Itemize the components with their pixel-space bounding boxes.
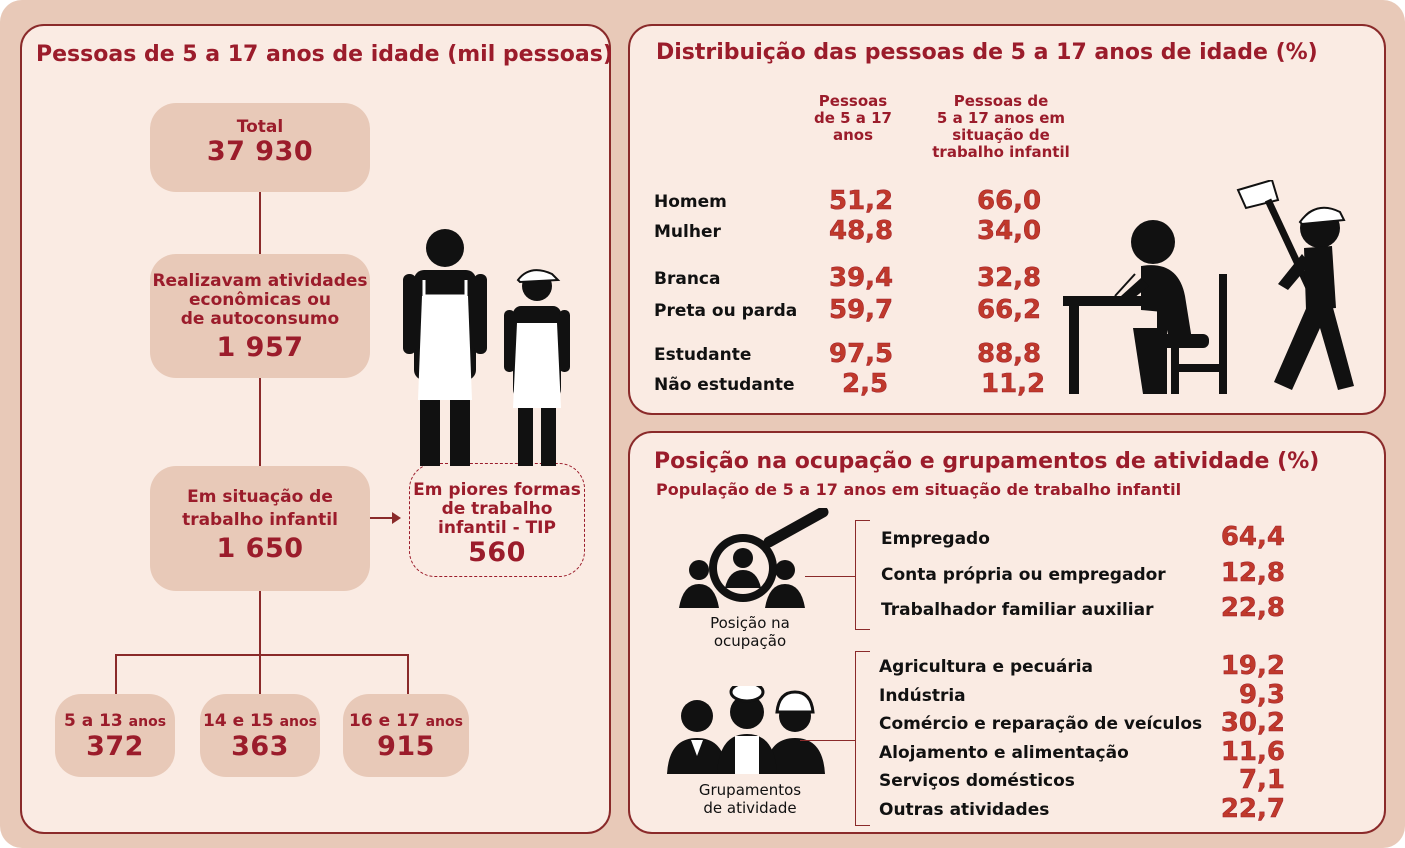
grupamento-label: Indústria [879, 686, 966, 706]
age-value: 372 [86, 731, 144, 762]
dist-value-col1: 97,5 [829, 339, 894, 369]
trabalho-infantil-box [150, 466, 370, 591]
posicao-label: Empregado [881, 529, 990, 549]
age-value: 363 [231, 731, 289, 762]
atividades-label: econômicas ou [189, 290, 331, 310]
caption-line: ocupação [713, 632, 787, 650]
dist-value-col1: 48,8 [829, 216, 894, 246]
grupamentos-caption [680, 781, 820, 817]
age-unit: anos [279, 714, 317, 730]
trabalho-label: trabalho infantil [182, 510, 338, 530]
age-label [200, 712, 320, 732]
col-header-line: situação de [952, 126, 1050, 144]
grupamento-value: 7,1 [1238, 765, 1285, 795]
connector [259, 654, 261, 694]
grupamento-value: 9,3 [1238, 680, 1285, 710]
bracket [855, 520, 870, 521]
total-box [150, 103, 370, 192]
posicao-value: 64,4 [1220, 522, 1285, 552]
distribution-title: Distribuição das pessoas de 5 a 17 anos de idade (%) [656, 40, 1318, 65]
dist-row-label: Branca [654, 269, 721, 289]
connector [259, 378, 261, 466]
age-box-16-17 [343, 694, 469, 777]
posicao-label: Conta própria ou empregador [881, 565, 1166, 585]
age-unit: anos [128, 714, 167, 730]
total-label: Total [236, 117, 284, 137]
workers-group-icon [663, 686, 833, 774]
col-header-line: 5 a 17 anos em [936, 109, 1066, 127]
dist-value-col2: 88,8 [977, 339, 1042, 369]
caption-line: Posição na [710, 614, 790, 632]
trabalho-value: 1 650 [216, 533, 304, 564]
posicao-value: 12,8 [1220, 558, 1285, 588]
age-box-5-13 [55, 694, 175, 777]
total-value: 37 930 [206, 136, 314, 167]
grupamento-label: Outras atividades [879, 800, 1050, 820]
trabalho-label: Em situação de [187, 487, 333, 507]
dist-value-col2: 66,2 [977, 295, 1042, 325]
grupamento-label: Agricultura e pecuária [879, 657, 1094, 677]
caption-line: Grupamentos [698, 781, 802, 799]
dist-value-col1: 51,2 [829, 186, 894, 216]
arrow-line [370, 517, 394, 519]
tip-label: infantil - TIP [438, 518, 556, 538]
grupamento-value: 19,2 [1220, 651, 1285, 681]
magnifier-person-icon [673, 508, 833, 610]
dist-value-col1: 2,5 [842, 369, 889, 399]
dist-value-col1: 39,4 [829, 263, 894, 293]
dist-value-col2: 34,0 [977, 216, 1042, 246]
bracket [855, 651, 856, 826]
atividades-label: Realizavam atividades [152, 271, 368, 291]
dist-row-label: Não estudante [654, 375, 795, 395]
grupamento-value: 30,2 [1220, 708, 1285, 738]
atividades-value: 1 957 [216, 332, 304, 363]
atividades-box [150, 254, 370, 378]
dist-value-col2: 66,0 [977, 186, 1042, 216]
left-panel-title: Pessoas de 5 a 17 anos de idade (mil pessoas) [36, 42, 613, 67]
age-range: 14 e 15 [203, 711, 274, 731]
col-header-line: Pessoas de [953, 92, 1049, 110]
tip-box [409, 463, 585, 577]
posicao-label: Trabalhador familiar auxiliar [881, 600, 1154, 620]
col-header-line: anos [832, 126, 874, 144]
col-header-trabalho [926, 93, 1076, 161]
connector [259, 192, 261, 254]
age-unit: anos [425, 714, 463, 730]
bracket [855, 629, 870, 630]
dist-row-label: Homem [654, 192, 727, 212]
dist-value-col2: 11,2 [981, 369, 1046, 399]
col-header-line: Pessoas [818, 92, 888, 110]
caption-line: de atividade [703, 799, 797, 817]
grupamento-value: 11,6 [1220, 737, 1285, 767]
age-value: 915 [377, 731, 435, 762]
dist-value-col1: 59,7 [829, 295, 894, 325]
student-at-desk-icon [1063, 216, 1238, 396]
posicao-caption [685, 614, 815, 650]
age-range: 5 a 13 [63, 711, 123, 731]
tip-label: Em piores formas [413, 480, 581, 500]
posicao-value: 22,8 [1220, 593, 1285, 623]
bracket [855, 825, 870, 826]
bracket [800, 740, 855, 741]
bracket [855, 520, 856, 630]
grupamento-label: Serviços domésticos [879, 771, 1075, 791]
col-header-line: de 5 a 17 [813, 109, 892, 127]
age-box-14-15 [200, 694, 320, 777]
adult-child-apron-icon [400, 228, 580, 468]
bracket [805, 576, 855, 577]
dist-row-label: Mulher [654, 222, 721, 242]
dist-value-col2: 32,8 [977, 263, 1042, 293]
connector [115, 654, 117, 694]
tip-label: de trabalho [441, 499, 553, 519]
atividades-label: de autoconsumo [180, 309, 340, 329]
age-range: 16 e 17 [349, 711, 420, 731]
connector [259, 591, 261, 655]
ocupacao-title: Posição na ocupação e grupamentos de atividade (%) [654, 449, 1320, 474]
col-header-pessoas [803, 93, 903, 144]
bracket [855, 651, 870, 652]
age-label [343, 712, 469, 732]
dist-row-label: Preta ou parda [654, 301, 798, 321]
col-header-line: trabalho infantil [932, 143, 1070, 161]
worker-with-hoe-icon [1232, 180, 1362, 395]
grupamento-label: Alojamento e alimentação [879, 743, 1129, 763]
tip-value: 560 [468, 537, 526, 568]
connector [407, 654, 409, 694]
dist-row-label: Estudante [654, 345, 752, 365]
grupamento-value: 22,7 [1220, 794, 1285, 824]
arrow-head [392, 512, 401, 524]
ocupacao-subtitle: População de 5 a 17 anos em situação de trabalho infantil [656, 480, 1182, 499]
age-label [55, 712, 175, 732]
grupamento-label: Comércio e reparação de veículos [879, 714, 1203, 734]
connector [115, 654, 408, 656]
